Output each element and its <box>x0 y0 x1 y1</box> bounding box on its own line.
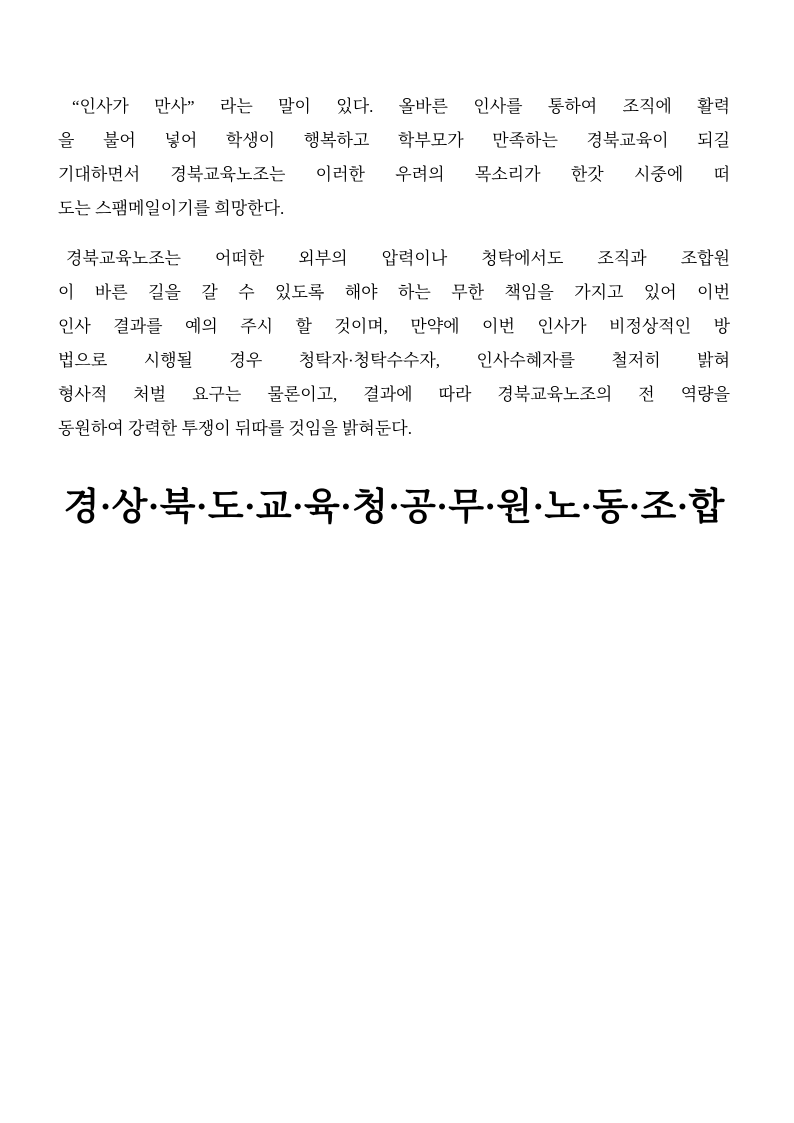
text-line: “인사가 만사” 라는 말이 있다. 올바른 인사를 통하여 조직에 활력 <box>72 97 730 116</box>
text-line: 경북교육노조는 어떠한 외부의 압력이나 청탁에서도 조직과 조합원 <box>66 249 730 268</box>
text-line: 도는 스팸메일이기를 희망한다. <box>58 199 285 218</box>
text-line: 동원하여 강력한 투쟁이 뒤따를 것임을 밝혀둔다. <box>58 419 412 438</box>
text-line: 을 불어 넣어 학생이 행복하고 학부모가 만족하는 경북교육이 되길 <box>58 131 730 150</box>
text-line: 이 바른 길을 갈 수 있도록 해야 하는 무한 책임을 가지고 있어 이번 <box>58 283 730 302</box>
paragraph-1 <box>58 90 730 226</box>
text-line: 법으로 시행될 경우 청탁자·청탁수수자, 인사수혜자를 철저히 밝혀 <box>58 351 730 370</box>
text-line: 기대하면서 경북교육노조는 이러한 우려의 목소리가 한갓 시중에 떠 <box>58 165 730 184</box>
paragraph-2 <box>58 242 730 446</box>
text-line: 인사 결과를 예의 주시 할 것이며, 만약에 이번 인사가 비정상적인 방 <box>58 317 730 336</box>
text-line: 형사적 처벌 요구는 물론이고, 결과에 따라 경북교육노조의 전 역량을 <box>58 385 730 404</box>
document-content <box>58 90 730 534</box>
signature-title: 경·상·북·도·교·육·청·공·무·원·노·동·조·합 <box>63 487 725 528</box>
